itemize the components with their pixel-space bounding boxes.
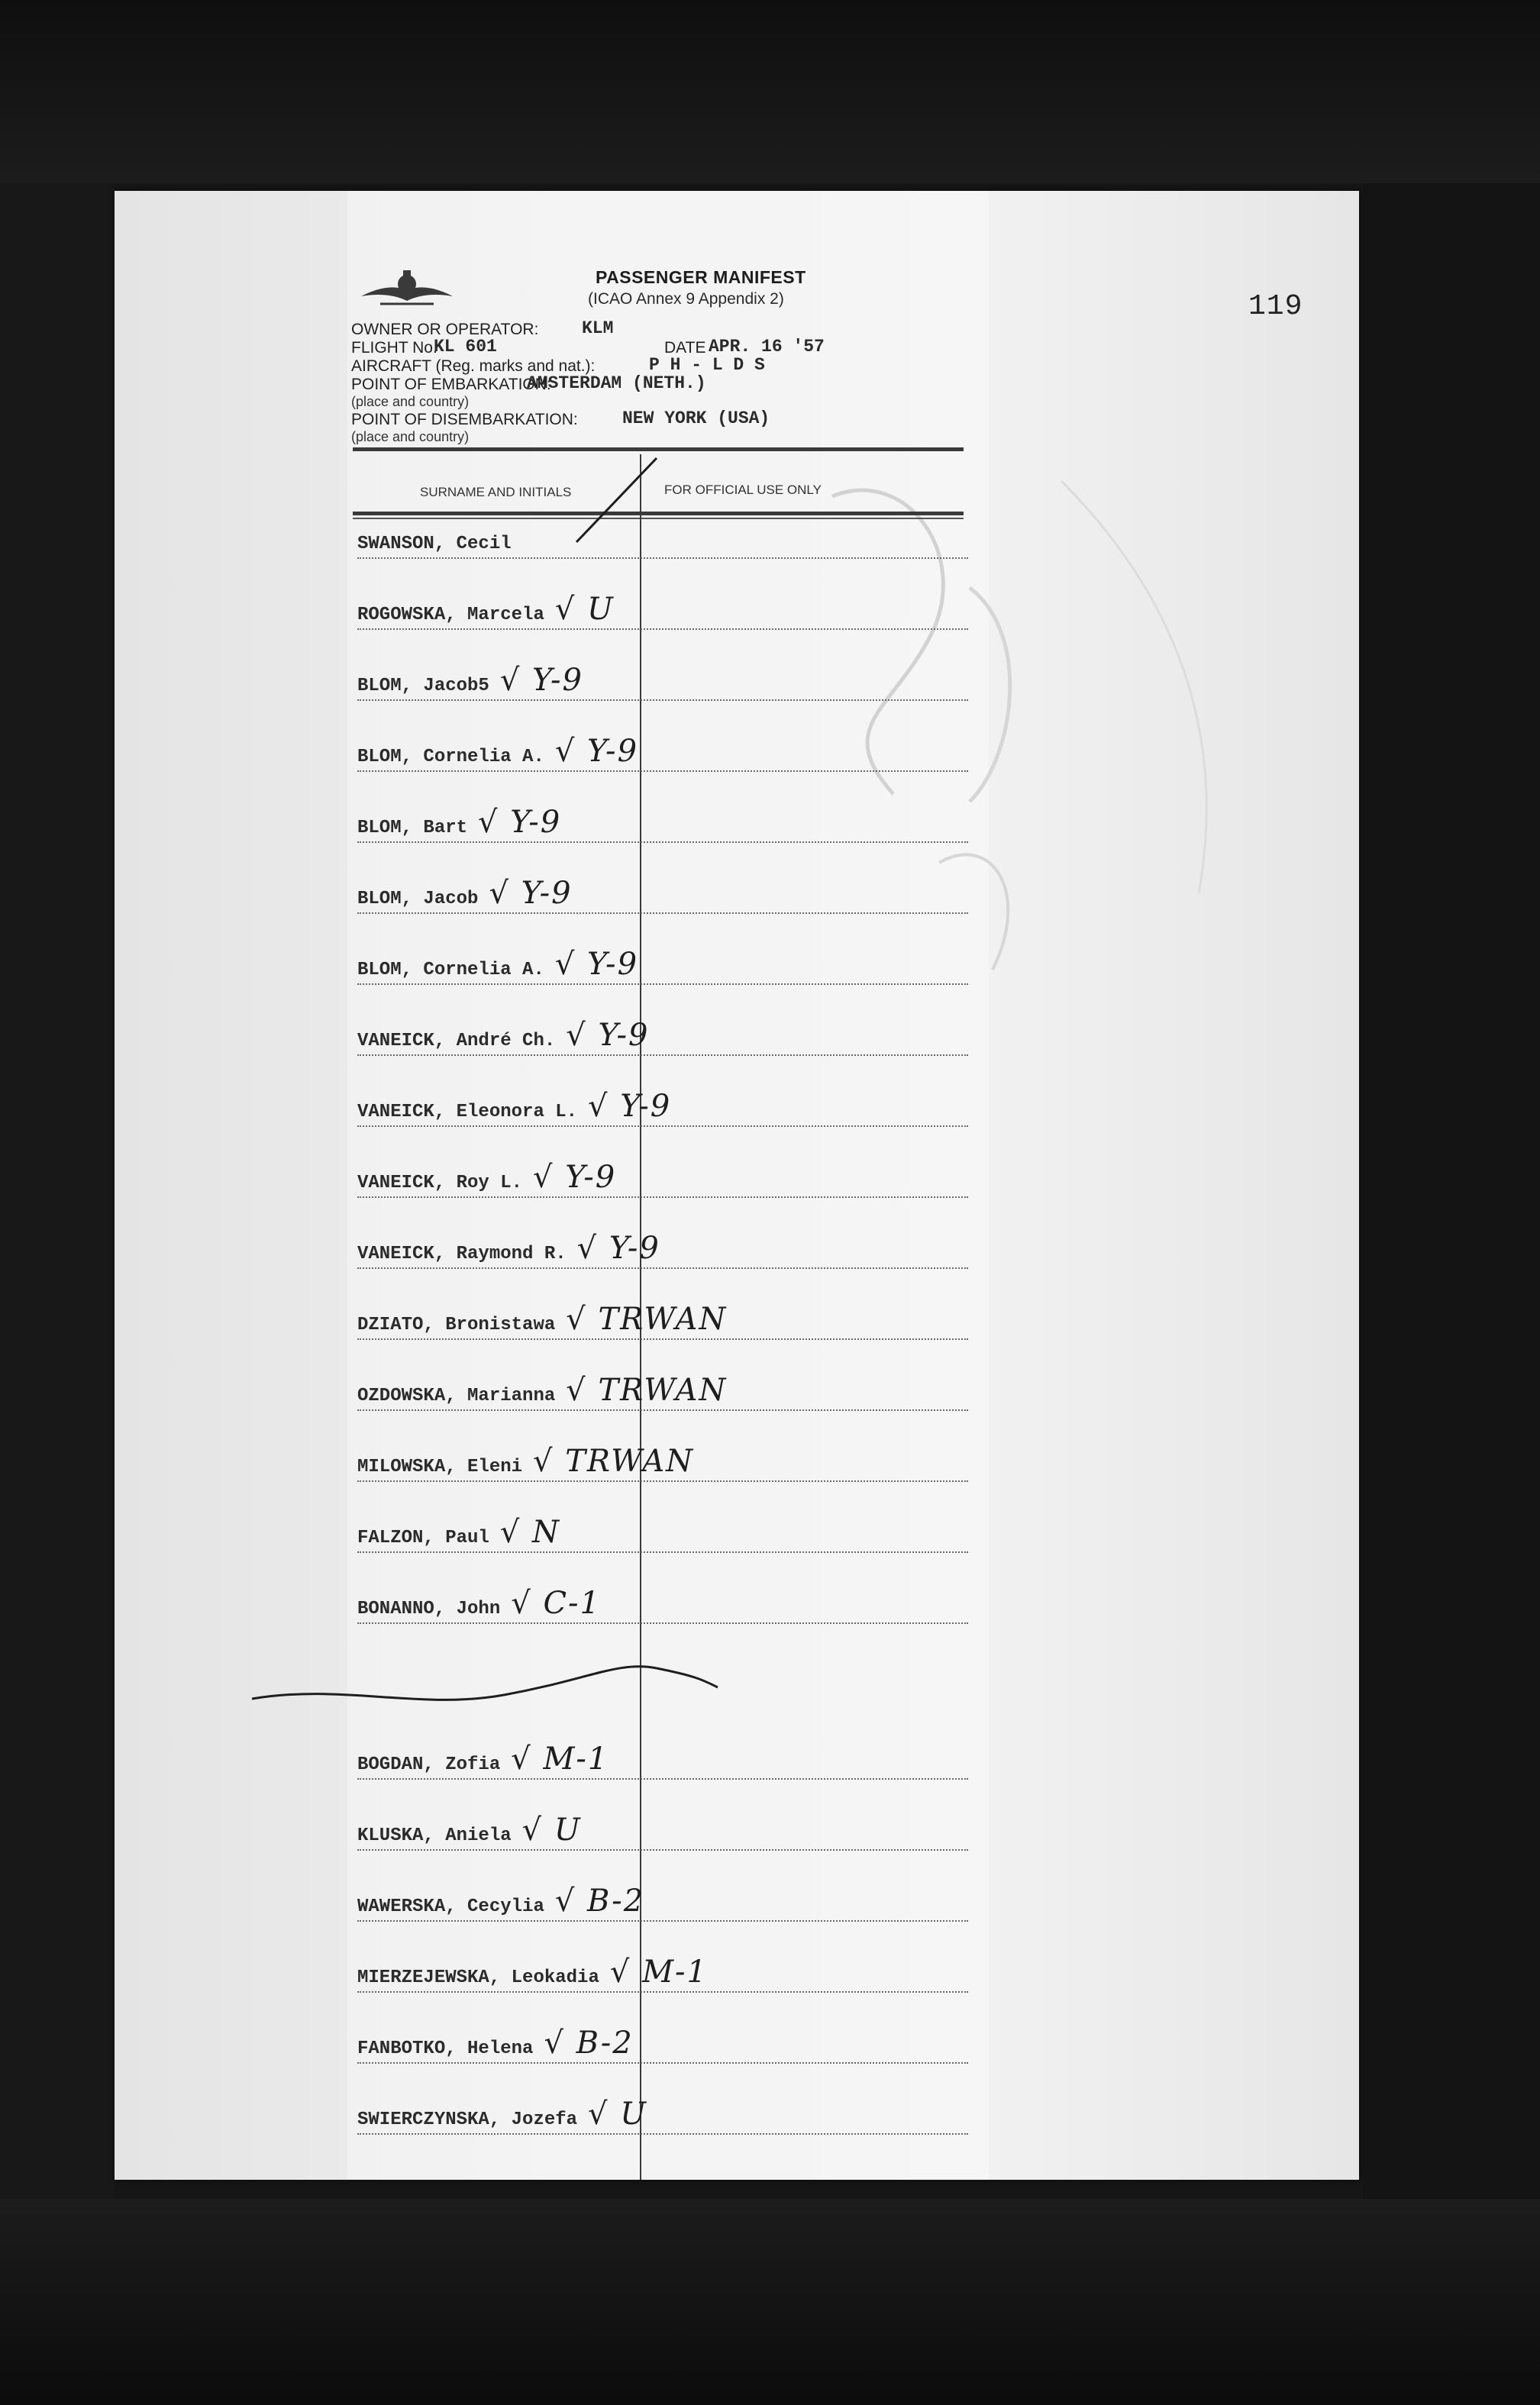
row-dotted-line: [357, 841, 968, 843]
passenger-name: WAWERSKA, Cecylia: [357, 1897, 544, 1917]
row-dotted-line: [357, 2133, 968, 2135]
passenger-row: [357, 1089, 968, 1127]
passenger-name: BONANNO, John: [357, 1599, 501, 1619]
row-dotted-line: [357, 1920, 968, 1922]
aircraft-label: AIRCRAFT (Reg. marks and nat.):: [351, 357, 596, 375]
date-label: DATE: [664, 339, 706, 357]
official-check-mark: √ C-1: [511, 1586, 602, 1621]
owner-label: OWNER OR OPERATOR:: [351, 321, 539, 338]
row-dotted-line: [357, 1338, 968, 1340]
official-check-mark: √ Y-9: [554, 947, 639, 982]
row-dotted-line: [357, 628, 968, 630]
passenger-name: ROGOWSKA, Marcela: [357, 605, 544, 625]
flight-label: FLIGHT No.: [351, 339, 437, 357]
row-dotted-line: [357, 1622, 968, 1624]
passenger-name: FALZON, Paul: [357, 1528, 489, 1548]
embarkation-value: AMSTERDAM (NETH.): [527, 373, 706, 393]
passenger-row: [357, 1160, 968, 1198]
official-check-mark: √ U: [554, 592, 615, 627]
passenger-row: [357, 1586, 968, 1624]
row-dotted-line: [357, 1551, 968, 1553]
film-border-left: [0, 183, 115, 2199]
official-check-mark: √ Y-9: [499, 663, 584, 698]
passenger-row: [357, 805, 968, 843]
row-dotted-line: [357, 1267, 968, 1269]
passenger-row: [357, 1231, 968, 1269]
passenger-name: BOGDAN, Zofia: [357, 1755, 501, 1775]
passenger-row: [357, 947, 968, 985]
passenger-row: [357, 1444, 968, 1482]
passenger-name: BLOM, Bart: [357, 818, 468, 838]
passenger-row: [357, 1884, 968, 1922]
official-check-mark: √ Y-9: [576, 1231, 660, 1266]
film-border-top: [0, 0, 1540, 183]
passenger-row: [357, 876, 968, 914]
film-border-right: [1363, 183, 1540, 2199]
official-check-mark: √ Y-9: [533, 1160, 617, 1195]
row-dotted-line: [357, 1849, 968, 1851]
row-dotted-line: [357, 1196, 968, 1198]
row-dotted-line: [357, 912, 968, 914]
passenger-row: [357, 2097, 968, 2135]
passenger-name: SWIERCZYNSKA, Jozefa: [357, 2110, 578, 2130]
row-dotted-line: [357, 1409, 968, 1411]
official-check-mark: √ Y-9: [588, 1089, 672, 1124]
passenger-name: BLOM, Cornelia A.: [357, 960, 544, 980]
passenger-row: [357, 1742, 968, 1780]
official-check-mark: √ B-2: [554, 1884, 645, 1919]
passenger-row: [357, 1955, 968, 1993]
passenger-name: DZIATO, Bronistawa: [357, 1315, 556, 1335]
official-check-mark: √ M-1: [511, 1742, 609, 1777]
passenger-name: BLOM, Jacob5: [357, 676, 489, 696]
passenger-row: [357, 524, 968, 559]
passenger-row: [357, 1813, 968, 1851]
passenger-name: VANEICK, Raymond R.: [357, 1244, 567, 1264]
official-check-mark: √ Y-9: [478, 805, 562, 840]
manifest-title: PASSENGER MANIFEST: [596, 267, 806, 287]
row-dotted-line: [357, 1480, 968, 1482]
official-check-mark: √ TRWAN: [566, 1302, 728, 1337]
passenger-row: [357, 1515, 968, 1553]
row-dotted-line: [357, 699, 968, 701]
manifest-subtitle: (ICAO Annex 9 Appendix 2): [588, 290, 784, 308]
official-check-mark: √ B-2: [544, 2026, 634, 2061]
manifest-sheet: [115, 191, 1359, 2180]
film-border-bottom: [0, 2199, 1540, 2405]
passenger-name: VANEICK, Eleonora L.: [357, 1102, 578, 1122]
passenger-row: [357, 1373, 968, 1411]
passenger-name: MILOWSKA, Eleni: [357, 1457, 523, 1477]
handwritten-wavy-line: [252, 1653, 802, 1714]
official-check-mark: √ U: [588, 2097, 647, 2132]
official-check-mark: √ Y-9: [554, 734, 639, 769]
header-rule-top: [353, 447, 964, 451]
row-dotted-line: [357, 557, 968, 559]
passenger-name: MIERZEJEWSKA, Leokadia: [357, 1968, 599, 1988]
passenger-name: FANBOTKO, Helena: [357, 2039, 534, 2059]
row-dotted-line: [357, 983, 968, 985]
official-check-mark: √ U: [521, 1813, 582, 1848]
passenger-row: [357, 734, 968, 772]
surname-column-header: SURNAME AND INITIALS: [420, 485, 572, 499]
official-check-mark: √ Y-9: [489, 876, 573, 911]
row-dotted-line: [357, 1991, 968, 1993]
flight-value: KL 601: [434, 337, 497, 357]
passenger-name: KLUSKA, Aniela: [357, 1826, 512, 1846]
passenger-name: OZDOWSKA, Marianna: [357, 1386, 556, 1406]
passenger-row: [357, 2026, 968, 2064]
klm-crown-logo-icon: [357, 267, 457, 313]
official-check-mark: √ M-1: [609, 1955, 708, 1990]
passenger-name: BLOM, Cornelia A.: [357, 747, 544, 767]
passenger-name: VANEICK, Roy L.: [357, 1173, 523, 1193]
passenger-row: [357, 663, 968, 701]
official-check-mark: √ TRWAN: [533, 1444, 695, 1479]
official-use-column-header: FOR OFFICIAL USE ONLY: [664, 483, 822, 497]
row-dotted-line: [357, 1778, 968, 1780]
owner-value: KLM: [582, 318, 614, 338]
official-check-mark: √ N: [499, 1515, 561, 1550]
passenger-name: SWANSON, Cecil: [357, 534, 512, 554]
official-check-mark: √ Y-9: [566, 1018, 650, 1053]
embarkation-note: (place and country): [351, 394, 470, 409]
passenger-row: [357, 1018, 968, 1056]
disembarkation-label: POINT OF DISEMBARKATION:: [351, 411, 578, 428]
disembarkation-value: NEW YORK (USA): [622, 408, 770, 428]
passenger-name: BLOM, Jacob: [357, 889, 479, 909]
row-dotted-line: [357, 2062, 968, 2064]
official-check-mark: √ TRWAN: [566, 1373, 728, 1408]
date-value: APR. 16 '57: [709, 337, 825, 357]
passenger-row: [357, 592, 968, 630]
page-number: 119: [1248, 290, 1303, 323]
row-dotted-line: [357, 1054, 968, 1056]
disembarkation-note: (place and country): [351, 429, 470, 444]
aircraft-value: P H - L D S: [649, 355, 765, 375]
passenger-row: [357, 1302, 968, 1340]
row-dotted-line: [357, 1125, 968, 1127]
passenger-name: VANEICK, André Ch.: [357, 1031, 556, 1051]
embarkation-label: POINT OF EMBARKATION:: [351, 376, 551, 393]
row-dotted-line: [357, 770, 968, 772]
